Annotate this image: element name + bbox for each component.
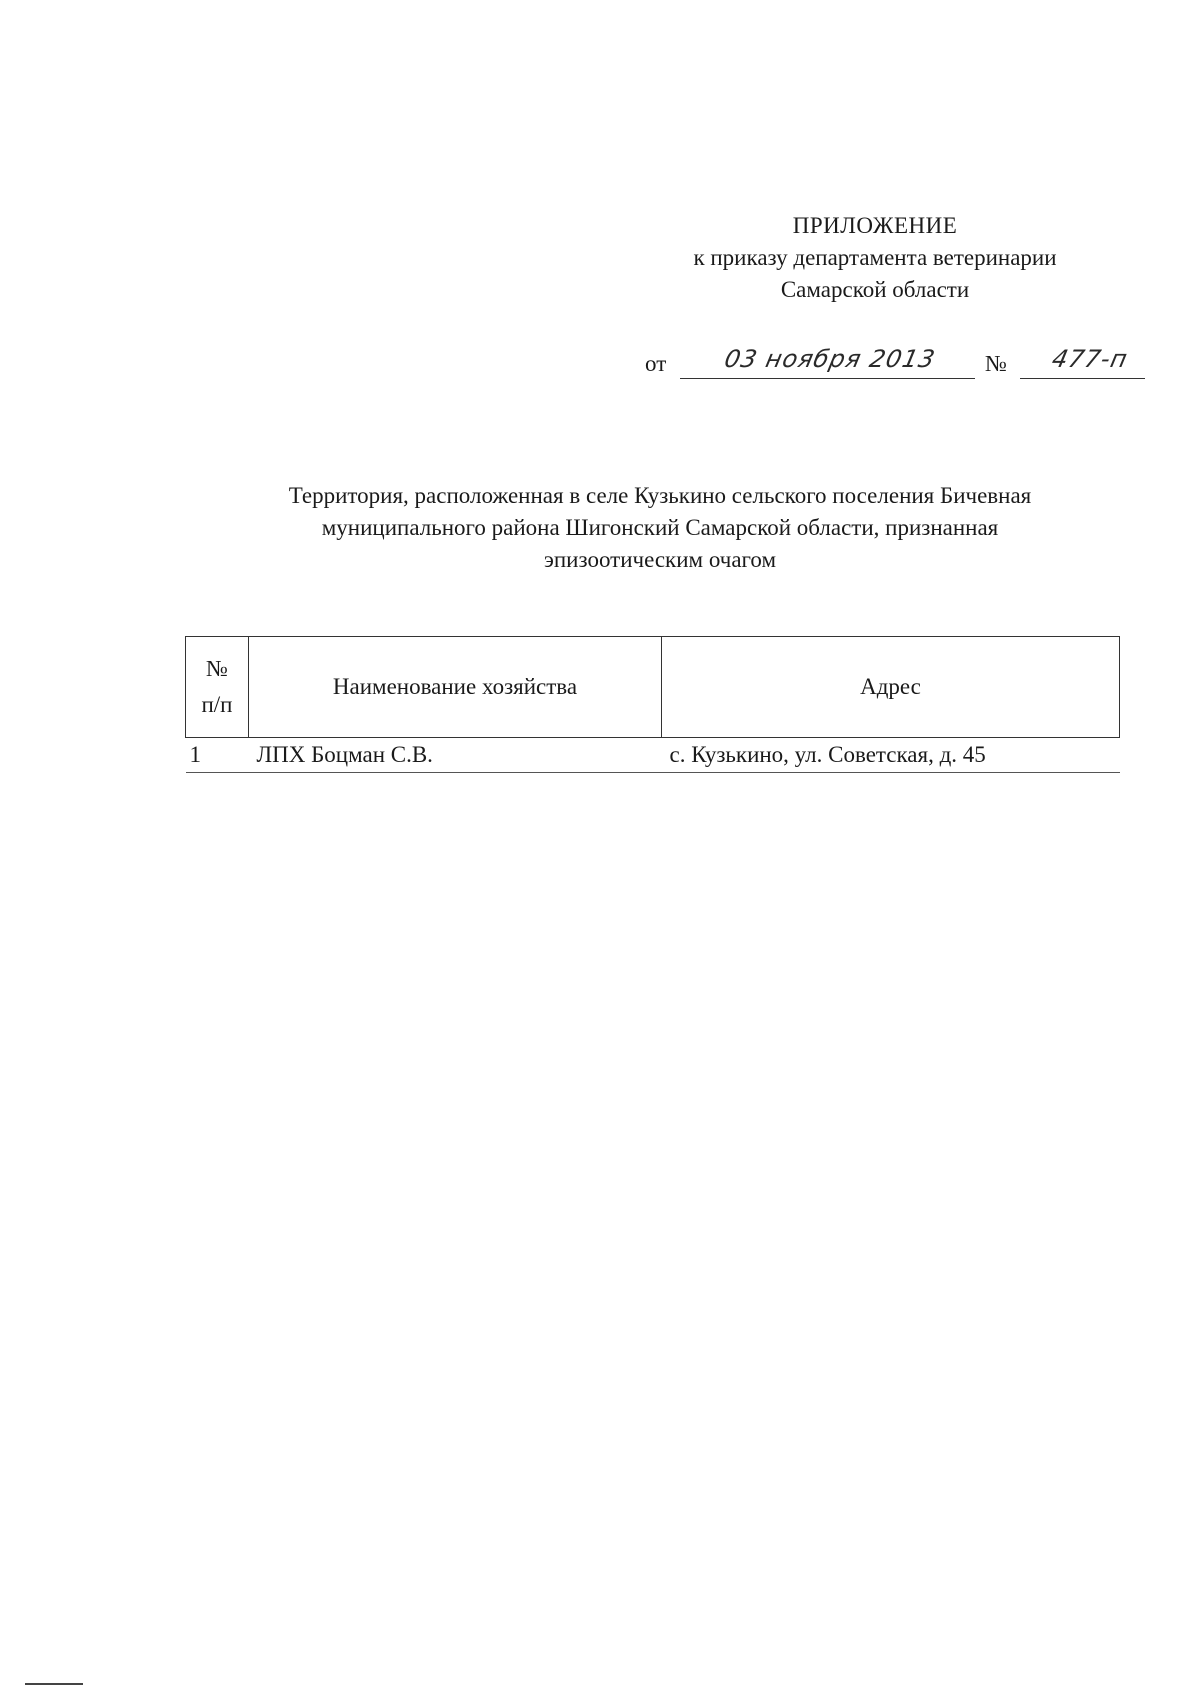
header-number-symbol: № xyxy=(206,656,228,681)
header-number-abbr: п/п xyxy=(201,692,233,717)
appendix-line-1: к приказу департамента ветеринарии xyxy=(693,245,1057,270)
caption-line-1: Территория, расположенная в селе Кузькино сельского поселения Бичевная xyxy=(288,483,1032,508)
caption-line-3: эпизоотическим очагом xyxy=(544,547,776,572)
document-caption xyxy=(190,480,1130,576)
appendix-title: ПРИЛОЖЕНИЕ xyxy=(792,213,958,238)
order-date-handwritten: 03 ноября 2013 xyxy=(721,345,939,373)
cell-number: 1 xyxy=(186,738,249,773)
farms-table xyxy=(185,636,1120,773)
order-number-label: № xyxy=(985,351,1007,376)
order-number-underline xyxy=(1020,378,1145,379)
order-number-handwritten: 477-п xyxy=(1049,345,1131,373)
header-number xyxy=(186,637,249,738)
scan-edge-mark xyxy=(25,1683,83,1685)
order-from-label: от xyxy=(645,351,667,376)
appendix-line-2: Самарской области xyxy=(780,277,970,302)
order-date-underline xyxy=(680,378,975,379)
order-reference xyxy=(645,345,1145,385)
table-row xyxy=(186,738,1120,773)
table-header-row xyxy=(186,637,1120,738)
header-address: Адрес xyxy=(662,637,1120,738)
cell-address: с. Кузькино, ул. Советская, д. 45 xyxy=(662,738,1120,773)
appendix-header xyxy=(640,210,1110,306)
caption-line-2: муниципального района Шигонский Самарской области, признанная xyxy=(321,515,999,540)
header-farm-name: Наименование хозяйства xyxy=(249,637,662,738)
cell-farm-name: ЛПХ Боцман С.В. xyxy=(249,738,662,773)
